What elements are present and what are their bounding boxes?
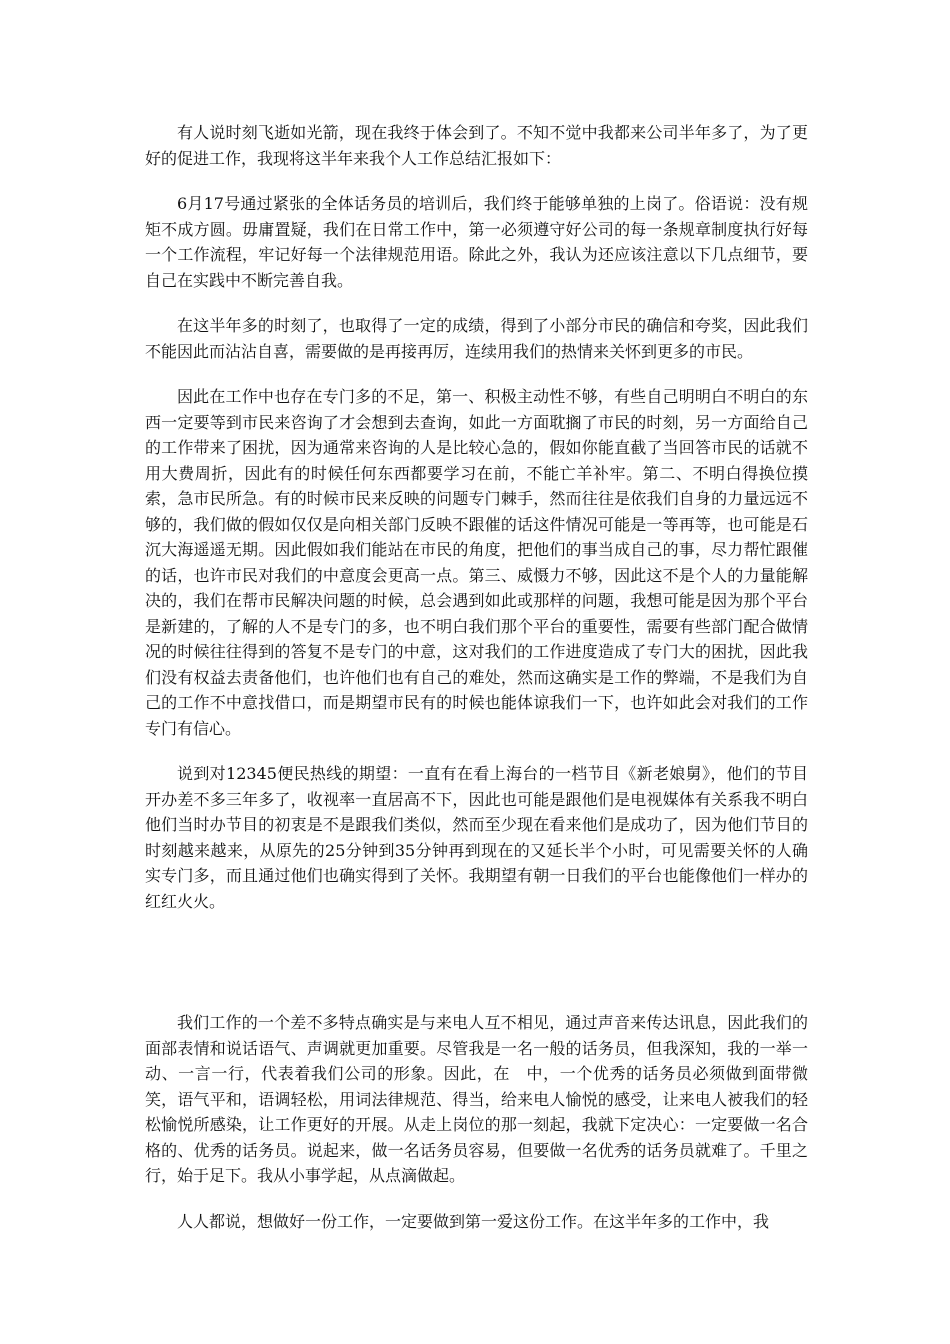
paragraph-achievements: 在这半年多的时刻了，也取得了一定的成绩，得到了小部分市民的确信和夸奖，因此我们不能因此而沾沾自喜，需要做的是再接再厉，连续用我们的热情来关怀到更多的市民。 [145,316,808,361]
paragraph-expectations: 说到对12345便民热线的期望：一直有在看上海台的一档节目《新老娘舅》，他们的节目开办差不多三年多了，收视率一直居高不下，因此也可能是跟他们是电视媒体有关系我不明白他们当时办节目的初衷是不是跟我们类似，然而至少现在看来他们是成功了，因为他们节目的时刻越来越来，从原先的25分钟到35分钟再到现在的又延长半个小时，可见需要关怀的人确实专门多，而且通过他们也确实得到了关怀。我期望有朝一日我们的平台也能像他们一样办的红红火火。 [145,764,808,911]
paragraph-love-work: 人人都说，想做好一份工作，一定要做到第一爱这份工作。在这半年多的工作中，我 [177,1211,770,1231]
paragraph-training: 6月17号通过紧张的全体话务员的培训后，我们终于能够单独的上岗了。俗语说：没有规矩不成方圆。毋庸置疑，我们在日常工作中，第一必须遵守好公司的每一条规章制度执行好每一个工作流程，牢记好每一个法律规范用语。除此之外，我认为还应该注意以下几点细节，要自己在实践中不断完善自我。 [145,194,808,290]
paragraph-shortcomings: 因此在工作中也存在专门多的不足，第一、积极主动性不够，有些自己明明白不明白的东西一定要等到市民来咨询了才会想到去查询，如此一方面耽搁了市民的时刻，另一方面给自己的工作带来了困扰，因为通常来咨询的人是比较心急的，假如你能直截了当回答市民的话就不用大费周折，因此有的时候任何东西都要学习在前，不能亡羊补牢。第二、不明白得换位摸索，急市民所急。有的时候市民来反映的问题专门棘手，然而往往是依我们自身的力量远远不够的，我们做的假如仅仅是向相关部门反映不跟催的话这件情况可能是一等再等，也可能是石沉大海遥遥无期。因此假如我们能站在市民的角度，把他们的事当成自己的事，尽力帮忙跟催的话，也许市民对我们的中意度会更高一点。第三、威慑力不够，因此这不是个人的力量能解决的，我们在帮市民解决问题的时候，总会遇到如此或那样的问题，我想可能是因为那个平台是新建的，了解的人不是专门的多，也不明白我们那个平台的重要性，需要有些部门配合做情况的时候往往得到的答复不是专门的中意，这对我们的工作进度造成了专门大的困扰，因此我们没有权益去责备他们，也许他们也有自己的难处，然而这确实是工作的弊端，不是我们为自己的工作不中意找借口，而是期望市民有的时候也能体谅我们一下，也许如此会对我们的工作专门有信心。 [145,387,808,738]
document-body [145,120,808,1234]
paragraph-work-characteristics: 我们工作的一个差不多特点确实是与来电人互不相见，通过声音来传达讯息，因此我们的面部表情和说话语气、声调就更加重要。尽管我是一名一般的话务员，但我深知，我的一举一动、一言一行，代表着我们公司的形象。因此，在 中，一个优秀的话务员必须做到面带微笑，语气平和，语调轻松，用词法律规范、得当，给来电人愉悦的感受，让来电人被我们的轻松愉悦所感染，让工作更好的开展。从走上岗位的那一刻起，我就下定决心：一定要做一名合格的、优秀的话务员。说起来，做一名话务员容易，但要做一名优秀的话务员就难了。千里之行，始于足下。我从小事学起，从点滴做起。 [145,1013,808,1185]
paragraph-intro: 有人说时刻飞逝如光箭，现在我终于体会到了。不知不觉中我都来公司半年多了，为了更好的促进工作，我现将这半年来我个人工作总结汇报如下： [145,123,808,168]
